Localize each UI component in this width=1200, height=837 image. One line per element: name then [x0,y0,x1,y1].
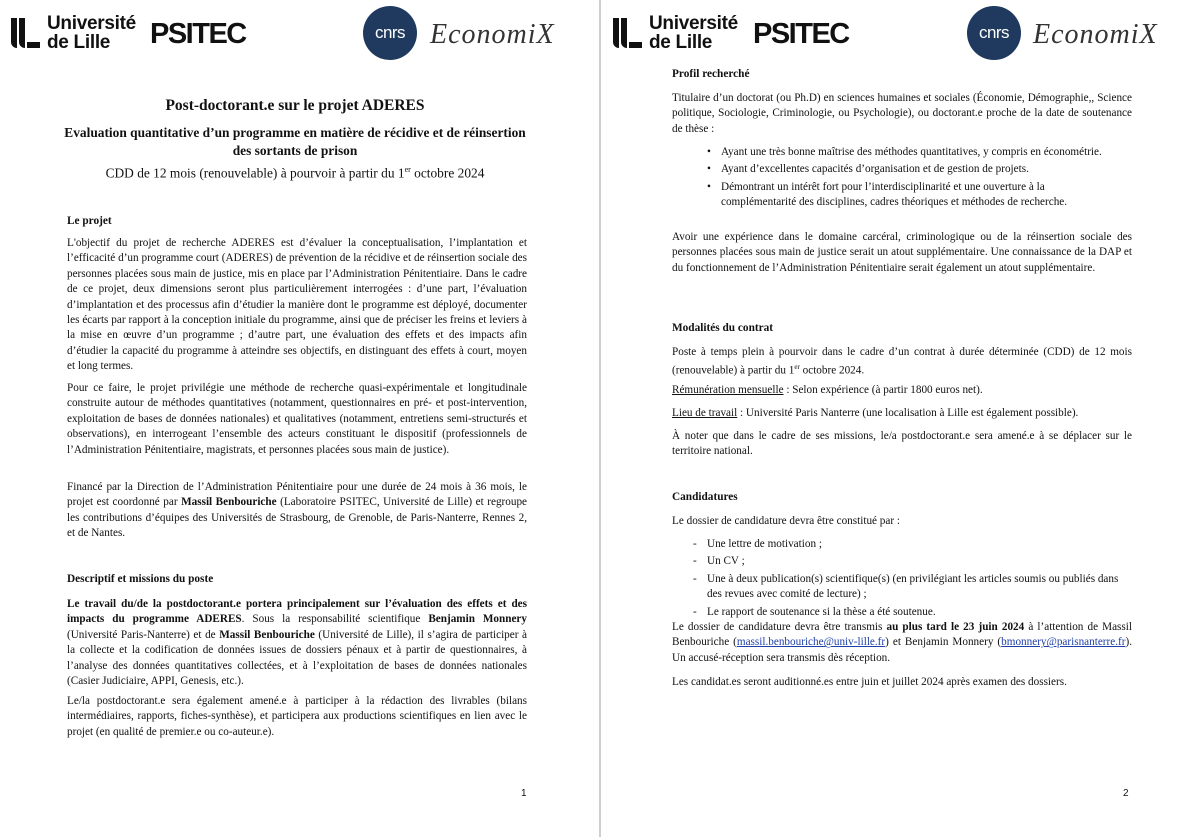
supervisor-name-1: Benjamin Monnery [428,613,527,626]
contrat-date: octobre 2024. [799,365,865,378]
universite-de-lille-mark-icon [611,16,643,50]
missions-p1-bold: Le travail du/de la postdoctorant.e portera principalement sur l’évaluation des effets et des impacts du programme ADERES [67,598,527,626]
list-item: - Un CV ; [693,554,1133,569]
page-subtitle: Evaluation quantitative d’un programme en matière de récidive et de réinsertion des sortants de prison [64,125,526,158]
cdd-date: octobre 2024 [410,165,485,181]
list-item: - Une lettre de motivation ; [693,537,1133,552]
missions-paragraph-2: Le/la postdoctorant.e sera également amené.e à participer à la rédaction des livrables (bilans intermédiaires, rapports, fiches-synthèse), et participera aux productions scientifiques en lien avec le projet (en qualité de premier.e ou co-auteur.e). [67,695,527,738]
lieu-value: : Université Paris Nanterre (une localisation à Lille est également possible). [737,407,1079,419]
candidatures-intro: Le dossier de candidature devra être constitué par : [672,515,900,527]
document-page-2 [601,0,1200,837]
psitec-logo [753,18,849,51]
projet-paragraph-1: L'objectif du projet de recherche ADERES est d’évaluer la conceptualisation, l’implantation et l’efficacité d’un programme court (ADERES) de prévention de la récidive et de réinsertion sociale des personnes placées sous main de justice, mis en place par l’Administration Pénitentiaire. Dans le cadre de ce projet, deux dimensions seront plus particulièrement interrogées : d’une part, l’évaluation d’implantation et des processus afin d’étudier la manière dont le programme est déployé, documenter les écarts par rapport à la conception initiale du programme, ainsi que de préciser les freins et leviers à la mise en œuvre d’un programme ; d’autre part, une évaluation des effets et des impacts afin d’étudier la capacité du programme à atteindre ses objectifs, en distinguant des effets à court, moyen et long termes. [67,237,527,373]
section-heading-candidatures: Candidatures [672,491,738,503]
projet-p3-text: Financé par la Direction de l’Administration Pénitentiaire pour une durée de 24 mois à 36 mois, le projet est coordonné par [67,481,527,509]
projet-paragraph-3 [67,480,527,542]
universite-de-lille-logo [611,14,738,52]
psitec-logo-text: PSITEC [150,18,246,50]
missions-paragraph-1 [67,597,527,689]
universite-de-lille-mark-icon [9,16,41,50]
audition-paragraph: Les candidat.es seront auditionné.es entre juin et juillet 2024 après examen des dossiers. [672,676,1067,688]
psitec-logo-text: PSITEC [753,18,849,50]
contrat-sup: er [794,363,800,372]
economix-logo-text: EconomiX [430,19,555,50]
list-item: - Le rapport de soutenance si la thèse a été soutenue. [693,605,1133,620]
cnrs-logo-text: cnrs [978,23,1010,42]
section-heading-projet: Le projet [67,215,112,227]
section-heading-missions: Descriptif et missions du poste [67,573,214,585]
contrat-text: Poste à temps plein à pourvoir dans le cadre d’un contrat à durée déterminée (CDD) de 12 mois (renouvelable) à partir du 1 [672,346,1132,378]
universite-logo-line1: Université [47,13,136,34]
universite-de-lille-logo [9,14,136,52]
cdd-text: CDD de 12 mois (renouvelable) à pourvoir à partir du 1 [105,165,405,181]
economix-logo [430,19,555,51]
cdd-sup: er [404,165,411,174]
list-item: • Ayant une très bonne maîtrise des méthodes quantitatives, y compris en économétrie. [707,145,1107,160]
universite-logo-line2: de Lille [47,32,111,53]
missions-p1-text: . Sous la responsabilité scientifique [241,613,429,626]
economix-logo [1033,19,1158,51]
deadline-date: au plus tard le 23 juin 2024 [886,621,1025,633]
candidatures-deadline-paragraph [672,620,1132,666]
lieu-label: Lieu de travail [672,407,738,419]
projet-paragraph-2: Pour ce faire, le projet privilégie une méthode de recherche quasi-expérimentale et longitudinale construite autour de méthodes quantitatives (notamment, questionnaires en pré- et post-intervention, exploitation de bases de données nationales) et qualitatives (notamment, entretiens semi-structurés et observations), en interrogeant l’ensemble des acteurs constituant le dispositif (professionnels de l’Administration Pénitentiaire, magistrats, et personnes placées sous main de justice). [67,382,527,456]
remuneration-line [672,383,1132,398]
missions-p1-text-3: (Université de Lille), il s’agira de participer à la collecte et la codification de données issues de dossiers pénaux et à partir de questionnaires, à l’analyse des données quantitatives collectées, et à l’exploitation de bases de données nationales (Casier Judiciaire, APPI, Genesis, etc.). [67,628,528,688]
missions-p1-text-2: (Université Paris-Nanterre) et de [67,628,220,641]
list-item: • Démontrant un intérêt fort pour l’interdisciplinarité et une ouverture à la complémentarité des disciplines, cadres théoriques et méthodes de recherche. [707,180,1107,211]
deadline-text: Le dossier de candidature devra être transmis [672,621,887,633]
cnrs-logo [363,6,417,60]
projet-p3-text-end: (Laboratoire PSITEC, Université de Lille) et regroupe les contributions d’équipes des Universités de Strasbourg, de Grenoble, de Paris-Nanterre, Rennes 2, et de Nantes. [67,496,528,540]
economix-logo-text: EconomiX [1033,19,1158,50]
page-title: Post-doctorant.e sur le projet ADERES [165,97,425,114]
universite-logo-line1: Université [649,13,738,34]
supervisor-name-2: Massil Benbouriche [219,628,315,641]
section-heading-contrat: Modalités du contrat [672,322,774,334]
remuneration-label: Rémunération mensuelle [672,384,784,396]
profil-outro: Avoir une expérience dans le domaine carcéral, criminologique ou de la réinsertion sociale des personnes placées sous main de justice serait un atout supplémentaire. Une connaissance de la DAP et du fonctionnement de l’Administration Pénitentiaire serait également un atout supplémentaire. [672,231,1132,274]
list-item: - Une à deux publication(s) scientifique(s) (en privilégiant les articles soumis ou publiés dans des revues avec comité de lecture) ; [693,572,1133,603]
candidature-items-list [693,537,1133,622]
document-page-1 [0,0,599,837]
profil-intro: Titulaire d’un doctorat (ou Ph.D) en sciences humaines et sociales (Économie, Démographie,, Science politique, Sociologie, Criminologie, ou Psychologie), ou doctorant.e proche de la date de soutenance de thèse : [672,92,1132,135]
remuneration-value: : Selon expérience (à partir 1800 euros net). [783,384,983,396]
email-link-benbouriche[interactable]: massil.benbouriche@univ-lille.fr [736,636,886,649]
list-item: • Ayant d’excellentes capacités d’organisation et de gestion de projets. [707,162,1107,177]
page-number: 1 [521,788,527,799]
psitec-logo [150,18,246,51]
deadline-text-3: ) et Benjamin Monnery ( [885,636,1002,649]
lieu-line [672,406,1132,421]
universite-logo-line2: de Lille [649,32,713,53]
page-number: 2 [1123,788,1129,799]
contrat-paragraph [672,345,1132,380]
cnrs-logo [967,6,1021,60]
deadline-text-4: ). Un accusé-réception sera transmis dès réception. [672,636,1132,664]
coordinator-name: Massil Benbouriche [181,496,277,509]
deplacement-paragraph: À noter que dans le cadre de ses missions, le/a postdoctorant.e sera amené.e à se déplacer sur le territoire national. [672,430,1132,458]
cnrs-logo-text: cnrs [374,23,406,42]
profil-bullet-list [707,145,1107,213]
email-link-monnery[interactable]: bmonnery@parisnanterre.fr [1001,636,1126,649]
deadline-text-2: à l’attention de Massil Benbouriche ( [672,621,1132,649]
cdd-line [60,165,530,181]
section-heading-profil: Profil recherché [672,68,750,80]
